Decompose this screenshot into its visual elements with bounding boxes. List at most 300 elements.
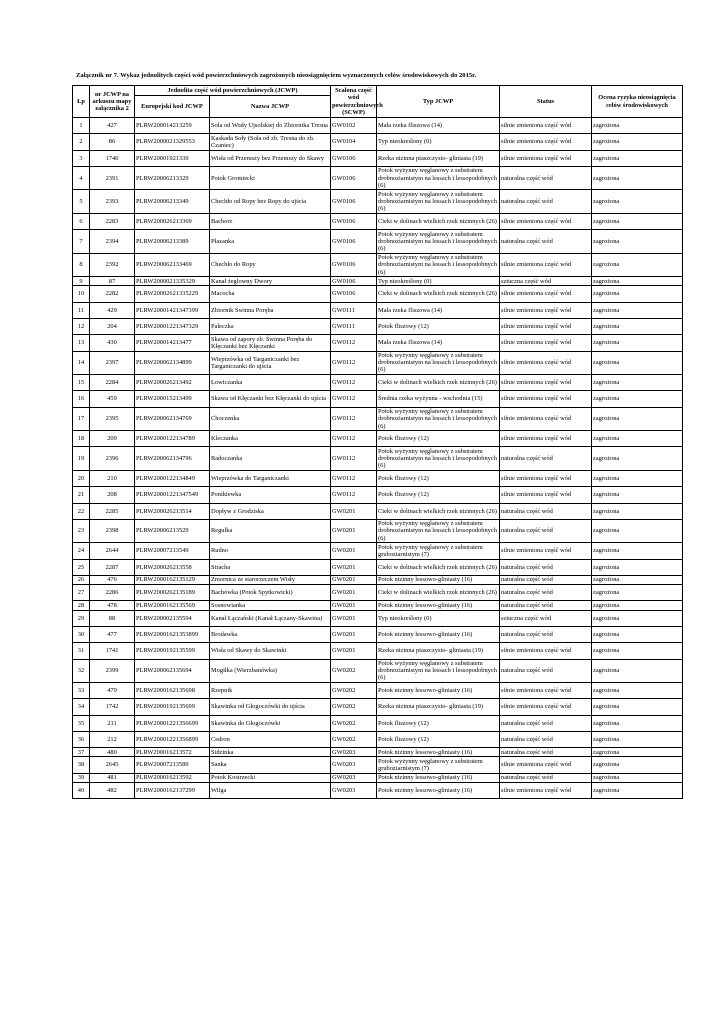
status-cell: naturalna część wód [500, 575, 592, 584]
jcwp-type-cell: Cieki w dolinach wielkich rzek nizinnych (26) [377, 559, 500, 575]
jcwp-type-cell: Rzeka nizinna piaszczysto- gliniasta (19) [377, 699, 500, 715]
status-cell: naturalna część wód [500, 601, 592, 610]
jcwp-code-cell: PLRW20001921339 [135, 150, 210, 166]
risk-cell: zagrożona [592, 715, 683, 731]
jcwp-type-cell: Cieki w dolinach wielkich rzek nizinnych (26) [377, 375, 500, 391]
table-row [73, 757, 683, 773]
table-row [73, 782, 683, 798]
jcwp-code-cell: PLRW2000192135599 [135, 643, 210, 659]
jcwp-name-cell: Rudno [210, 543, 331, 559]
jcwp-type-cell: Mała rzeka fliszowa (14) [377, 335, 500, 351]
jcwp-type-cell: Potok nizinny lessowo-gliniasty (16) [377, 626, 500, 642]
table-row [73, 302, 683, 318]
jcwp-type-cell: Potok wyżynny węglanowy z substratem drobnoziarnistym na lessach i lessopodobnych (6) [377, 447, 500, 471]
jcwp-code-cell: PLRW20001221356899 [135, 731, 210, 747]
status-cell: silnie zmieniona część wód [500, 351, 592, 375]
scwp-cell: GW0112 [331, 470, 377, 486]
lp-cell: 22 [73, 503, 90, 519]
jcwp-type-cell: Potok wyżynny węglanowy z substratem gruboziarnistym (7) [377, 757, 500, 773]
jcwp-type-cell: Potok wyżynny węglanowy z substratem drobnoziarnistym na lessach i lessopodobnych (6) [377, 166, 500, 190]
risk-cell: zagrożona [592, 391, 683, 407]
lp-cell: 32 [73, 659, 90, 683]
status-cell: silnie zmieniona część wód [500, 150, 592, 166]
lp-cell: 3 [73, 150, 90, 166]
map-number-cell: 2395 [90, 407, 135, 431]
table-row [73, 715, 683, 731]
lp-cell: 38 [73, 757, 90, 773]
jcwp-type-cell: Typ nieokreślony (0) [377, 277, 500, 286]
lp-cell: 13 [73, 335, 90, 351]
map-number-cell: 427 [90, 118, 135, 134]
jcwp-name-cell: Regulka [210, 519, 331, 543]
map-number-cell: 476 [90, 575, 135, 584]
map-number-cell: 2283 [90, 213, 135, 229]
map-number-cell: 87 [90, 277, 135, 286]
lp-cell: 18 [73, 431, 90, 447]
lp-cell: 21 [73, 487, 90, 503]
lp-cell: 26 [73, 575, 90, 584]
lp-cell: 7 [73, 230, 90, 254]
jcwp-name-cell: Cedron [210, 731, 331, 747]
table-row [73, 643, 683, 659]
jcwp-type-cell: Potok nizinny lessowo-gliniasty (16) [377, 683, 500, 699]
lp-cell: 37 [73, 748, 90, 757]
jcwp-name-cell: Zmornica ze starorzeczem Wisły [210, 575, 331, 584]
jcwp-name-cell: Skawa od zapory zb. Świnna Poręba do Kłęczanki bez Kłęczanki [210, 335, 331, 351]
jcwp-code-cell: PLRW20001221356699 [135, 715, 210, 731]
jcwp-name-cell: Skawa od Kłęczanki bez Kłęczanki do ujścia [210, 391, 331, 407]
status-cell: naturalna część wód [500, 748, 592, 757]
risk-cell: zagrożona [592, 318, 683, 334]
risk-cell: zagrożona [592, 431, 683, 447]
risk-cell: zagrożona [592, 610, 683, 626]
map-number-cell: 2392 [90, 253, 135, 277]
map-number-cell: 2285 [90, 503, 135, 519]
risk-cell: zagrożona [592, 773, 683, 782]
scwp-cell: GW0104 [331, 134, 377, 150]
jcwp-code-cell: PLRW2000262135189 [135, 585, 210, 601]
scwp-cell: GW0112 [331, 487, 377, 503]
jcwp-type-cell: Potok fliszowy (12) [377, 470, 500, 486]
scwp-cell: GW0106 [331, 286, 377, 302]
status-cell: silnie zmieniona część wód [500, 134, 592, 150]
jcwp-type-cell: Potok wyżynny węglanowy z substratem drobnoziarnistym na lessach i lessopodobnych (6) [377, 190, 500, 214]
jcwp-type-cell: Potok fliszowy (12) [377, 731, 500, 747]
scwp-cell: GW0201 [331, 519, 377, 543]
scwp-cell: GW0106 [331, 277, 377, 286]
table-row [73, 626, 683, 642]
table-row [73, 253, 683, 277]
jcwp-code-cell: PLRW2000162137299 [135, 782, 210, 798]
scwp-cell: GW0202 [331, 699, 377, 715]
jcwp-type-cell: Typ nieokreślony (0) [377, 134, 500, 150]
jcwp-type-cell: Mała rzeka fliszowa (14) [377, 118, 500, 134]
scwp-cell: GW0201 [331, 559, 377, 575]
risk-cell: zagrożona [592, 470, 683, 486]
scwp-cell: GW0201 [331, 643, 377, 659]
status-cell: naturalna część wód [500, 230, 592, 254]
map-number-cell: 479 [90, 683, 135, 699]
risk-cell: zagrożona [592, 519, 683, 543]
scwp-cell: GW0112 [331, 375, 377, 391]
header-nr-map: nr JCWP na arkuszu mapy załącznika 2 [90, 86, 135, 118]
scwp-cell: GW0201 [331, 610, 377, 626]
lp-cell: 34 [73, 699, 90, 715]
map-number-cell: 477 [90, 626, 135, 642]
status-cell: silnie zmieniona część wód [500, 118, 592, 134]
jcwp-code-cell: PLRW200062135694 [135, 659, 210, 683]
jcwp-type-cell: Cieki w dolinach wielkich rzek nizinnych (26) [377, 213, 500, 229]
jcwp-type-cell: Potok wyżynny węglanowy z substratem drobnoziarnistym na lessach i lessopodobnych (6) [377, 351, 500, 375]
scwp-cell: GW0201 [331, 575, 377, 584]
jcwp-code-cell: PLRW20006213349 [135, 190, 210, 214]
table-row [73, 375, 683, 391]
map-number-cell: 482 [90, 782, 135, 798]
jcwp-name-cell: Stracha [210, 559, 331, 575]
status-cell: naturalna część wód [500, 447, 592, 471]
table-row [73, 351, 683, 375]
jcwp-name-cell: Sanka [210, 757, 331, 773]
lp-cell: 5 [73, 190, 90, 214]
scwp-cell: GW0106 [331, 253, 377, 277]
table-row [73, 601, 683, 610]
jcwp-type-cell: Cieki w dolinach wielkich rzek nizinnych (26) [377, 503, 500, 519]
jcwp-code-cell: PLRW200014213259 [135, 118, 210, 134]
map-number-cell: 88 [90, 610, 135, 626]
jcwp-name-cell: Potok Gromiecki [210, 166, 331, 190]
risk-cell: zagrożona [592, 699, 683, 715]
risk-cell: zagrożona [592, 447, 683, 471]
status-cell: silnie zmieniona część wód [500, 318, 592, 334]
status-cell: silnie zmieniona część wód [500, 407, 592, 431]
map-number-cell: 480 [90, 748, 135, 757]
jcwp-code-cell: PLRW2000122134789 [135, 431, 210, 447]
status-cell: silnie zmieniona część wód [500, 543, 592, 559]
jcwp-name-cell: Paleczka [210, 318, 331, 334]
jcwp-name-cell: Wilga [210, 782, 331, 798]
jcwp-type-cell: Potok wyżynny węglanowy z substratem drobnoziarnistym na lessach i lessopodobnych (6) [377, 659, 500, 683]
jcwp-type-cell: Potok fliszowy (12) [377, 318, 500, 334]
jcwp-name-cell: Skawinka od Głogoczówki do ujścia [210, 699, 331, 715]
jcwp-name-cell: Sidzinka [210, 748, 331, 757]
table-row [73, 748, 683, 757]
jcwp-code-cell: PLRW200062134899 [135, 351, 210, 375]
jcwp-type-cell: Cieki w dolinach wielkich rzek nizinnych (26) [377, 286, 500, 302]
scwp-cell: GW0203 [331, 748, 377, 757]
scwp-cell: GW0112 [331, 431, 377, 447]
table-row [73, 407, 683, 431]
table-row [73, 230, 683, 254]
lp-cell: 31 [73, 643, 90, 659]
lp-cell: 10 [73, 286, 90, 302]
status-cell: naturalna część wód [500, 166, 592, 190]
map-number-cell: 2397 [90, 351, 135, 375]
table-row [73, 166, 683, 190]
risk-cell: zagrożona [592, 683, 683, 699]
status-cell: silnie zmieniona część wód [500, 302, 592, 318]
map-number-cell: 2399 [90, 659, 135, 683]
status-cell: naturalna część wód [500, 626, 592, 642]
jcwp-name-cell: Sosnowianka [210, 601, 331, 610]
jcwp-name-cell: Zbiornik Świnna Poręba [210, 302, 331, 318]
jcwp-type-cell: Potok wyżynny węglanowy z substratem drobnoziarnistym na lessach i lessopodobnych (6) [377, 519, 500, 543]
risk-cell: zagrożona [592, 757, 683, 773]
status-cell: silnie zmieniona część wód [500, 699, 592, 715]
status-cell: naturalna część wód [500, 519, 592, 543]
lp-cell: 8 [73, 253, 90, 277]
map-number-cell: 1742 [90, 699, 135, 715]
jcwp-name-cell: Wisła od Przemszy bez Przemszy do Skawy [210, 150, 331, 166]
jcwp-code-cell: PLRW200002135594 [135, 610, 210, 626]
risk-cell: zagrożona [592, 487, 683, 503]
risk-cell: zagrożona [592, 134, 683, 150]
lp-cell: 11 [73, 302, 90, 318]
jcwp-code-cell: PLRW20006213529 [135, 519, 210, 543]
status-cell: silnie zmieniona część wód [500, 375, 592, 391]
jcwp-name-cell: Kanał żeglowny Dwory [210, 277, 331, 286]
risk-cell: zagrożona [592, 748, 683, 757]
header-risk: Ocena ryzyka nieosiągnięcia celów środowiskowych [592, 86, 683, 118]
scwp-cell: GW0201 [331, 626, 377, 642]
scwp-cell: GW0112 [331, 391, 377, 407]
jcwp-name-cell: Radoczanka [210, 447, 331, 471]
jcwp-name-cell: Rzepnik [210, 683, 331, 699]
table-row [73, 150, 683, 166]
status-cell: silnie zmieniona część wód [500, 286, 592, 302]
header-scwp: Scalona część wód powierzchniowych (SCWP) [332, 87, 383, 116]
scwp-cell: GW0111 [331, 318, 377, 334]
risk-cell: zagrożona [592, 286, 683, 302]
map-number-cell: 2391 [90, 166, 135, 190]
table-row [73, 190, 683, 214]
table-row [73, 118, 683, 134]
jcwp-type-cell: Potok wyżynny węglanowy z substratem drobnoziarnistym na lessach i lessopodobnych (6) [377, 253, 500, 277]
status-cell: naturalna część wód [500, 503, 592, 519]
map-number-cell: 1741 [90, 643, 135, 659]
jcwp-type-cell: Rzeka nizinna piaszczysto- gliniasta (19) [377, 150, 500, 166]
jcwp-code-cell: PLRW20001221347549 [135, 487, 210, 503]
jcwp-name-cell: Chechło do Ropy [210, 253, 331, 277]
scwp-cell: GW0102 [331, 118, 377, 134]
lp-cell: 9 [73, 277, 90, 286]
scwp-cell: GW0112 [331, 447, 377, 471]
jcwp-type-cell: Rzeka nizinna piaszczysto- gliniasta (19) [377, 643, 500, 659]
jcwp-code-cell: PLRW20001421347399 [135, 302, 210, 318]
risk-cell: zagrożona [592, 543, 683, 559]
status-cell: naturalna część wód [500, 731, 592, 747]
jcwp-code-cell: PLRW2000021329553 [135, 134, 210, 150]
risk-cell: zagrożona [592, 626, 683, 642]
jcwp-code-cell: PLRW2000162135569 [135, 601, 210, 610]
status-cell: sztuczna część wód [500, 610, 592, 626]
map-number-cell: 204 [90, 318, 135, 334]
scwp-cell: GW0201 [331, 503, 377, 519]
risk-cell: zagrożona [592, 375, 683, 391]
jcwp-code-cell: PLRW20006213389 [135, 230, 210, 254]
risk-cell: zagrożona [592, 213, 683, 229]
status-cell: silnie zmieniona część wód [500, 782, 592, 798]
lp-cell: 4 [73, 166, 90, 190]
jcwp-code-cell: PLRW2000192135699 [135, 699, 210, 715]
table-row [73, 134, 683, 150]
status-cell: sztuczna część wód [500, 277, 592, 286]
jcwp-code-cell: PLRW200062134769 [135, 407, 210, 431]
jcwp-type-cell: Potok wyżynny węglanowy z substratem gruboziarnistym (7) [377, 543, 500, 559]
jcwp-type-cell: Potok nizinny lessowo-gliniasty (16) [377, 575, 500, 584]
jcwp-name-cell: Soła od Wody Ujsolskiej do Zbiornika Tresna [210, 118, 331, 134]
table-row [73, 585, 683, 601]
jcwp-code-cell: PLRW200026213558 [135, 559, 210, 575]
status-cell: naturalna część wód [500, 773, 592, 782]
jcwp-name-cell: Potok Kostrzecki [210, 773, 331, 782]
jcwp-type-cell: Cieki w dolinach wielkich rzek nizinnych (26) [377, 585, 500, 601]
status-cell: naturalna część wód [500, 559, 592, 575]
jcwp-code-cell: PLRW2000162135698 [135, 683, 210, 699]
jcwp-name-cell: Macocha [210, 286, 331, 302]
scwp-cell: GW0111 [331, 302, 377, 318]
jcwp-type-cell: Potok nizinny lessowo-gliniasty (16) [377, 782, 500, 798]
jcwp-code-cell: PLRW2000122134849 [135, 470, 210, 486]
jcwp-type-cell: Potok wyżynny węglanowy z substratem drobnoziarnistym na lessach i lessopodobnych (6) [377, 407, 500, 431]
table-row [73, 213, 683, 229]
map-number-cell: 2286 [90, 585, 135, 601]
jcwp-name-cell: Płazanka [210, 230, 331, 254]
jcwp-code-cell: PLRW20002621335229 [135, 286, 210, 302]
lp-cell: 20 [73, 470, 90, 486]
risk-cell: zagrożona [592, 782, 683, 798]
table-row [73, 659, 683, 683]
lp-cell: 27 [73, 585, 90, 601]
lp-cell: 30 [73, 626, 90, 642]
risk-cell: zagrożona [592, 575, 683, 584]
jcwp-type-cell: Potok fliszowy (12) [377, 487, 500, 503]
status-cell: silnie zmieniona część wód [500, 757, 592, 773]
status-cell: silnie zmieniona część wód [500, 213, 592, 229]
jcwp-type-cell: Potok nizinny lessowo-gliniasty (16) [377, 773, 500, 782]
table-row [73, 470, 683, 486]
header-jcwp-group: Jednolita część wód powierzchniowych (JCWP) [135, 86, 331, 96]
table-row [73, 431, 683, 447]
lp-cell: 6 [73, 213, 90, 229]
risk-cell: zagrożona [592, 166, 683, 190]
lp-cell: 2 [73, 134, 90, 150]
risk-cell: zagrożona [592, 302, 683, 318]
status-cell: naturalna część wód [500, 715, 592, 731]
table-row [73, 519, 683, 543]
map-number-cell: 2644 [90, 543, 135, 559]
jcwp-name-cell: Kanał Łączański (Kanał Łączany-Skawina) [210, 610, 331, 626]
jcwp-code-cell: PLRW200015213499 [135, 391, 210, 407]
risk-cell: zagrożona [592, 150, 683, 166]
map-number-cell: 430 [90, 335, 135, 351]
map-number-cell: 2645 [90, 757, 135, 773]
map-number-cell: 86 [90, 134, 135, 150]
status-cell: silnie zmieniona część wód [500, 487, 592, 503]
map-number-cell: 2393 [90, 190, 135, 214]
map-number-cell: 211 [90, 715, 135, 731]
table-row [73, 575, 683, 584]
jcwp-name-cell: Wieprzówka do Targaniczanki [210, 470, 331, 486]
status-cell: naturalna część wód [500, 585, 592, 601]
lp-cell: 17 [73, 407, 90, 431]
map-number-cell: 212 [90, 731, 135, 747]
header-type: Typ JCWP [377, 86, 500, 118]
table-row [73, 503, 683, 519]
scwp-cell: GW0202 [331, 683, 377, 699]
header-code: Europejski kod JCWP [135, 96, 210, 118]
jcwp-name-cell: Kaskada Soły (Soła od zb. Tresna do zb. Czaniec) [210, 134, 331, 150]
scwp-cell: GW0202 [331, 659, 377, 683]
table-row [73, 277, 683, 286]
scwp-cell: GW0106 [331, 190, 377, 214]
scwp-cell: GW0201 [331, 585, 377, 601]
jcwp-name-cell: Bachówka (Potok Spytkowicki) [210, 585, 331, 601]
lp-cell: 19 [73, 447, 90, 471]
status-cell: silnie zmieniona część wód [500, 391, 592, 407]
table-row [73, 286, 683, 302]
table-row [73, 699, 683, 715]
risk-cell: zagrożona [592, 335, 683, 351]
status-cell: silnie zmieniona część wód [500, 253, 592, 277]
table-row [73, 487, 683, 503]
map-number-cell: 481 [90, 773, 135, 782]
jcwp-name-cell: Łowiczanka [210, 375, 331, 391]
jcwp-name-cell: Wieprzówka od Targaniczanki bez Targaniczanki do ujścia [210, 351, 331, 375]
jcwp-type-cell: Mała rzeka fliszowa (14) [377, 302, 500, 318]
lp-cell: 35 [73, 715, 90, 731]
jcwp-code-cell: PLRW20001221347329 [135, 318, 210, 334]
table-row [73, 318, 683, 334]
lp-cell: 15 [73, 375, 90, 391]
jcwp-type-cell: Typ nieokreślony (0) [377, 610, 500, 626]
lp-cell: 33 [73, 683, 90, 699]
jcwp-type-cell: Potok nizinny lessowo-gliniasty (16) [377, 748, 500, 757]
status-cell: silnie zmieniona część wód [500, 470, 592, 486]
status-cell: naturalna część wód [500, 659, 592, 683]
risk-cell: zagrożona [592, 731, 683, 747]
lp-cell: 29 [73, 610, 90, 626]
scwp-cell: GW0201 [331, 601, 377, 610]
table-row [73, 559, 683, 575]
jcwp-code-cell: PLRW200014213477 [135, 335, 210, 351]
map-number-cell: 459 [90, 391, 135, 407]
risk-cell: zagrożona [592, 230, 683, 254]
status-cell: silnie zmieniona część wód [500, 431, 592, 447]
jcwp-name-cell: Chechło od Ropy bez Ropy do ujścia [210, 190, 331, 214]
map-number-cell: 2398 [90, 519, 135, 543]
scwp-cell: GW0106 [331, 230, 377, 254]
lp-cell: 28 [73, 601, 90, 610]
jcwp-name-cell: Wisła od Skawy do Skawinki [210, 643, 331, 659]
map-number-cell: 429 [90, 302, 135, 318]
jcwp-name-cell: Ponikiewka [210, 487, 331, 503]
lp-cell: 24 [73, 543, 90, 559]
table-row [73, 391, 683, 407]
map-number-cell: 2282 [90, 286, 135, 302]
scwp-cell: GW0202 [331, 715, 377, 731]
map-number-cell: 2396 [90, 447, 135, 471]
table-row [73, 683, 683, 699]
lp-cell: 36 [73, 731, 90, 747]
table-row [73, 731, 683, 747]
risk-cell: zagrożona [592, 559, 683, 575]
jcwp-type-cell: Potok wyżynny węglanowy z substratem drobnoziarnistym na lessach i lessopodobnych (6) [377, 230, 500, 254]
scwp-cell: GW0106 [331, 213, 377, 229]
lp-cell: 16 [73, 391, 90, 407]
header-status: Status [500, 86, 592, 118]
jcwp-code-cell: PLRW20006213329 [135, 166, 210, 190]
jcwp-code-cell: PLRW200016213592 [135, 773, 210, 782]
